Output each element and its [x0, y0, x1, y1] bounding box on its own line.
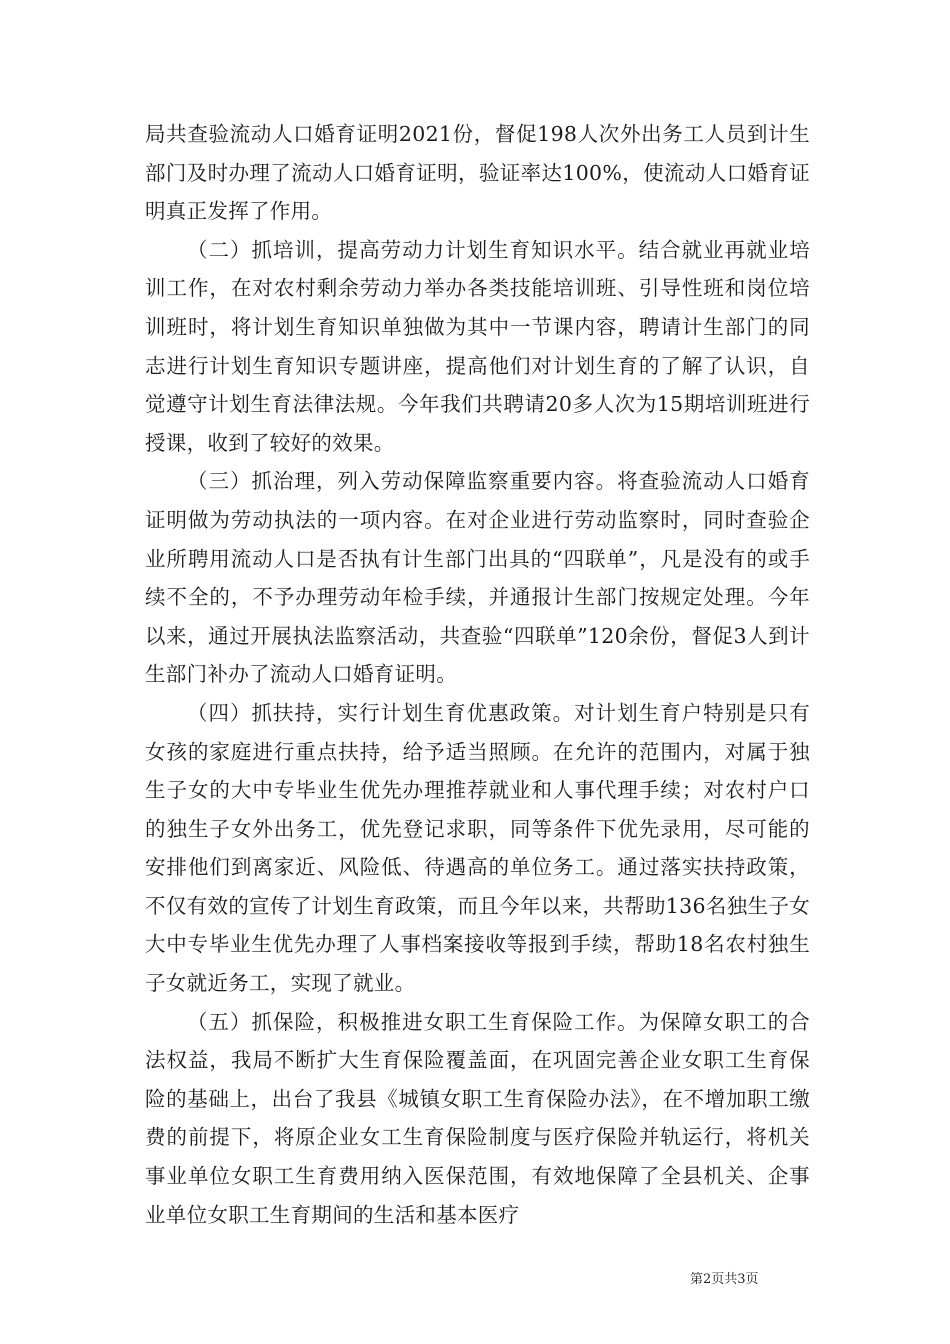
paragraph-support: （四）抓扶持，实行计划生育优惠政策。对计划生育户特别是只有女孩的家庭进行重点扶持，给予适当照顾。在允许的范围内，对属于独生子女的大中专毕业生优先办理推荐就业和人事代理手续；对农村户口的独生子女外出务工，优先登记求职，同等条件下优先录用，尽可能的安排他们到离家近、风险低、待遇高的单位务工。通过落实扶持政策，不仅有效的宣传了计划生育政策，而且今年以来，共帮助136名独生子女大中专毕业生优先办理了人事档案接收等报到手续，帮助18名农村独生子女就近务工，实现了就业。 [145, 700, 810, 996]
document-body [145, 115, 810, 1234]
paragraph-continuation: 局共查验流动人口婚育证明2021份，督促198人次外出务工人员到计生部门及时办理了流动人口婚育证明，验证率达100%，使流动人口婚育证明真正发挥了作用。 [145, 122, 810, 224]
paragraph-insurance: （五）抓保险，积极推进女职工生育保险工作。为保障女职工的合法权益，我局不断扩大生育保险覆盖面，在巩固完善企业女职工生育保险的基础上，出台了我县《城镇女职工生育保险办法》，在不增加职工缴费的前提下，将原企业女工生育保险制度与医疗保险并轨运行，将机关事业单位女职工生育费用纳入医保范围，有效地保障了全县机关、企事业单位女职工生育期间的生活和基本医疗 [145, 1009, 810, 1227]
paragraph-training: （二）抓培训，提高劳动力计划生育知识水平。结合就业再就业培训工作，在对农村剩余劳动力举办各类技能培训班、引导性班和岗位培训班时，将计划生育知识单独做为其中一节课内容，聘请计生部门的同志进行计划生育知识专题讲座，提高他们对计划生育的了解了认识，自觉遵守计划生育法律法规。今年我们共聘请20多人次为15期培训班进行授课，收到了较好的效果。 [145, 237, 810, 455]
page-number-footer: 第2页共3页 [690, 1272, 759, 1287]
paragraph-governance: （三）抓治理，列入劳动保障监察重要内容。将查验流动人口婚育证明做为劳动执法的一项内容。在对企业进行劳动监察时，同时查验企业所聘用流动人口是否执有计生部门出具的“四联单”，凡是没有的或手续不全的，不予办理劳动年检手续，并通报计生部门按规定处理。今年以来，通过开展执法监察活动，共查验“四联单”120余份，督促3人到计生部门补办了流动人口婚育证明。 [145, 469, 810, 687]
